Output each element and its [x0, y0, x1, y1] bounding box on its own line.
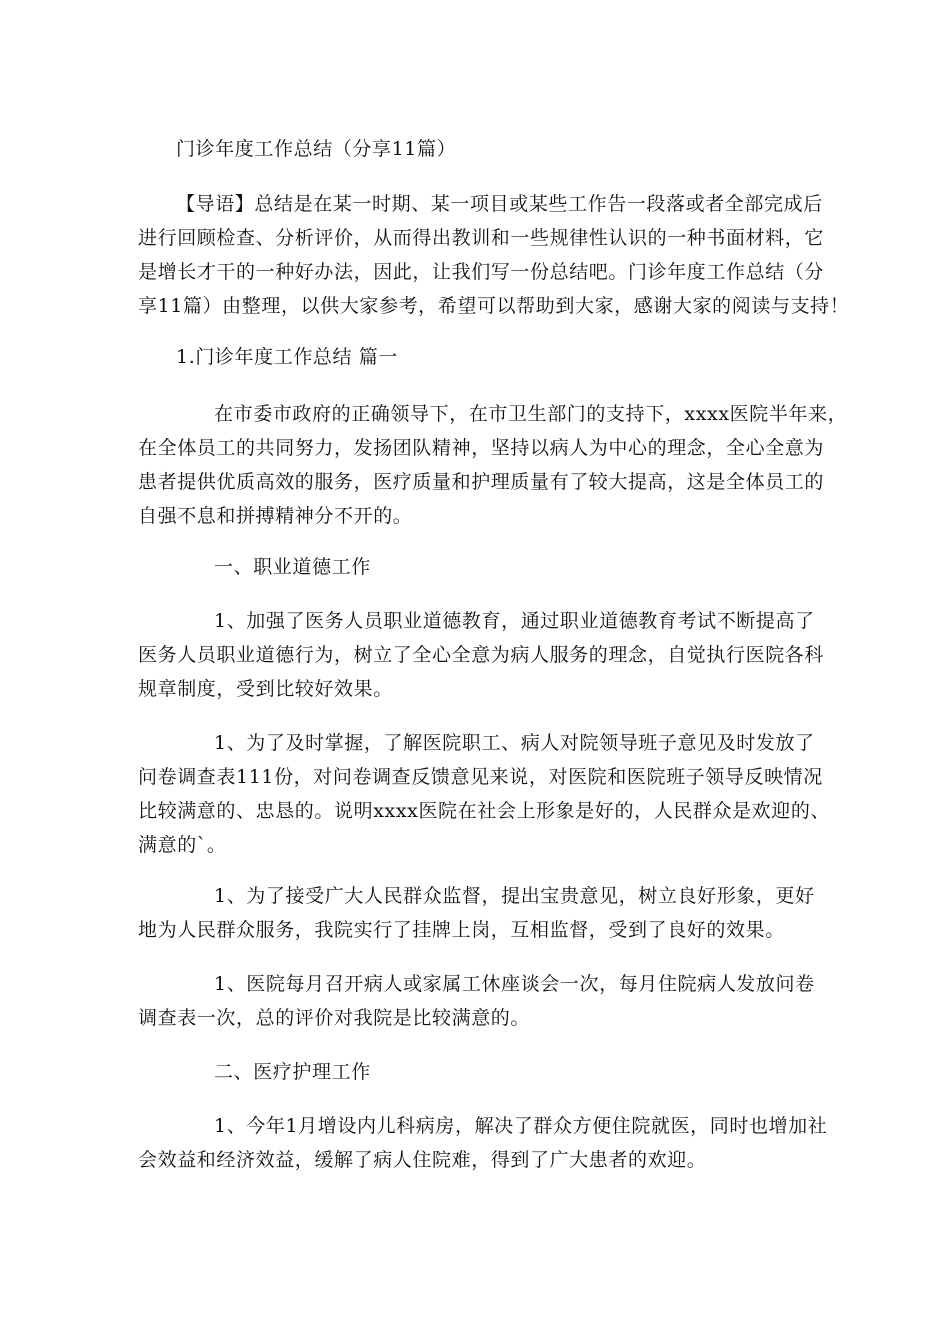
subheading: 一、职业道德工作 — [214, 556, 371, 578]
subheading: 二、医疗护理工作 — [214, 1061, 371, 1083]
paragraph-line: 问卷调查表111份，对问卷调查反馈意见来说，对医院和医院班子领导反映情况 — [138, 766, 823, 788]
section-heading: 1.门诊年度工作总结 篇一 — [176, 346, 398, 368]
paragraph-line: 1、今年1月增设内儿科病房，解决了群众方便住院就医，同时也增加社 — [214, 1115, 828, 1137]
paragraph-line: 地为人民群众服务，我院实行了挂牌上岗，互相监督，受到了良好的效果。 — [138, 919, 785, 941]
paragraph-line: 满意的`。 — [138, 834, 227, 856]
intro-line: 享11篇）由整理，以供大家参考，希望可以帮助到大家，感谢大家的阅读与支持！ — [138, 295, 850, 317]
paragraph-line: 会效益和经济效益，缓解了病人住院难，得到了广大患者的欢迎。 — [138, 1149, 707, 1171]
paragraph-line: 比较满意的、忠恳的。说明xxxx医院在社会上形象是好的，人民群众是欢迎的、 — [138, 800, 831, 822]
paragraph-line: 自强不息和拼搏精神分不开的。 — [138, 505, 413, 527]
intro-line: 是增长才干的一种好办法，因此，让我们写一份总结吧。门诊年度工作总结（分 — [138, 261, 825, 283]
paragraph-line: 1、医院每月召开病人或家属工休座谈会一次，每月住院病人发放问卷 — [214, 973, 815, 995]
paragraph-line: 规章制度，受到比较好效果。 — [138, 678, 393, 700]
intro-line: 【导语】总结是在某一时期、某一项目或某些工作告一段落或者全部完成后 — [176, 193, 823, 215]
paragraph-line: 1、为了接受广大人民群众监督，提出宝贵意见，树立良好形象，更好 — [214, 885, 815, 907]
paragraph-line: 调查表一次，总的评价对我院是比较满意的。 — [138, 1007, 531, 1029]
paragraph-line: 在市委市政府的正确领导下，在市卫生部门的支持下，xxxx医院半年来， — [214, 403, 848, 425]
paragraph-line: 1、加强了医务人员职业道德教育，通过职业道德教育考试不断提高了 — [214, 610, 815, 632]
paragraph-line: 医务人员职业道德行为，树立了全心全意为病人服务的理念，自觉执行医院各科 — [138, 644, 825, 666]
paragraph-line: 患者提供优质高效的服务，医疗质量和护理质量有了较大提高，这是全体员工的 — [138, 471, 825, 493]
document-title: 门诊年度工作总结（分享11篇） — [176, 138, 457, 160]
paragraph-line: 在全体员工的共同努力，发扬团队精神，坚持以病人为中心的理念，全心全意为 — [138, 437, 825, 459]
paragraph-line: 1、为了及时掌握，了解医院职工、病人对院领导班子意见及时发放了 — [214, 732, 815, 754]
intro-line: 进行回顾检查、分析评价，从而得出教训和一些规律性认识的一种书面材料，它 — [138, 227, 825, 249]
